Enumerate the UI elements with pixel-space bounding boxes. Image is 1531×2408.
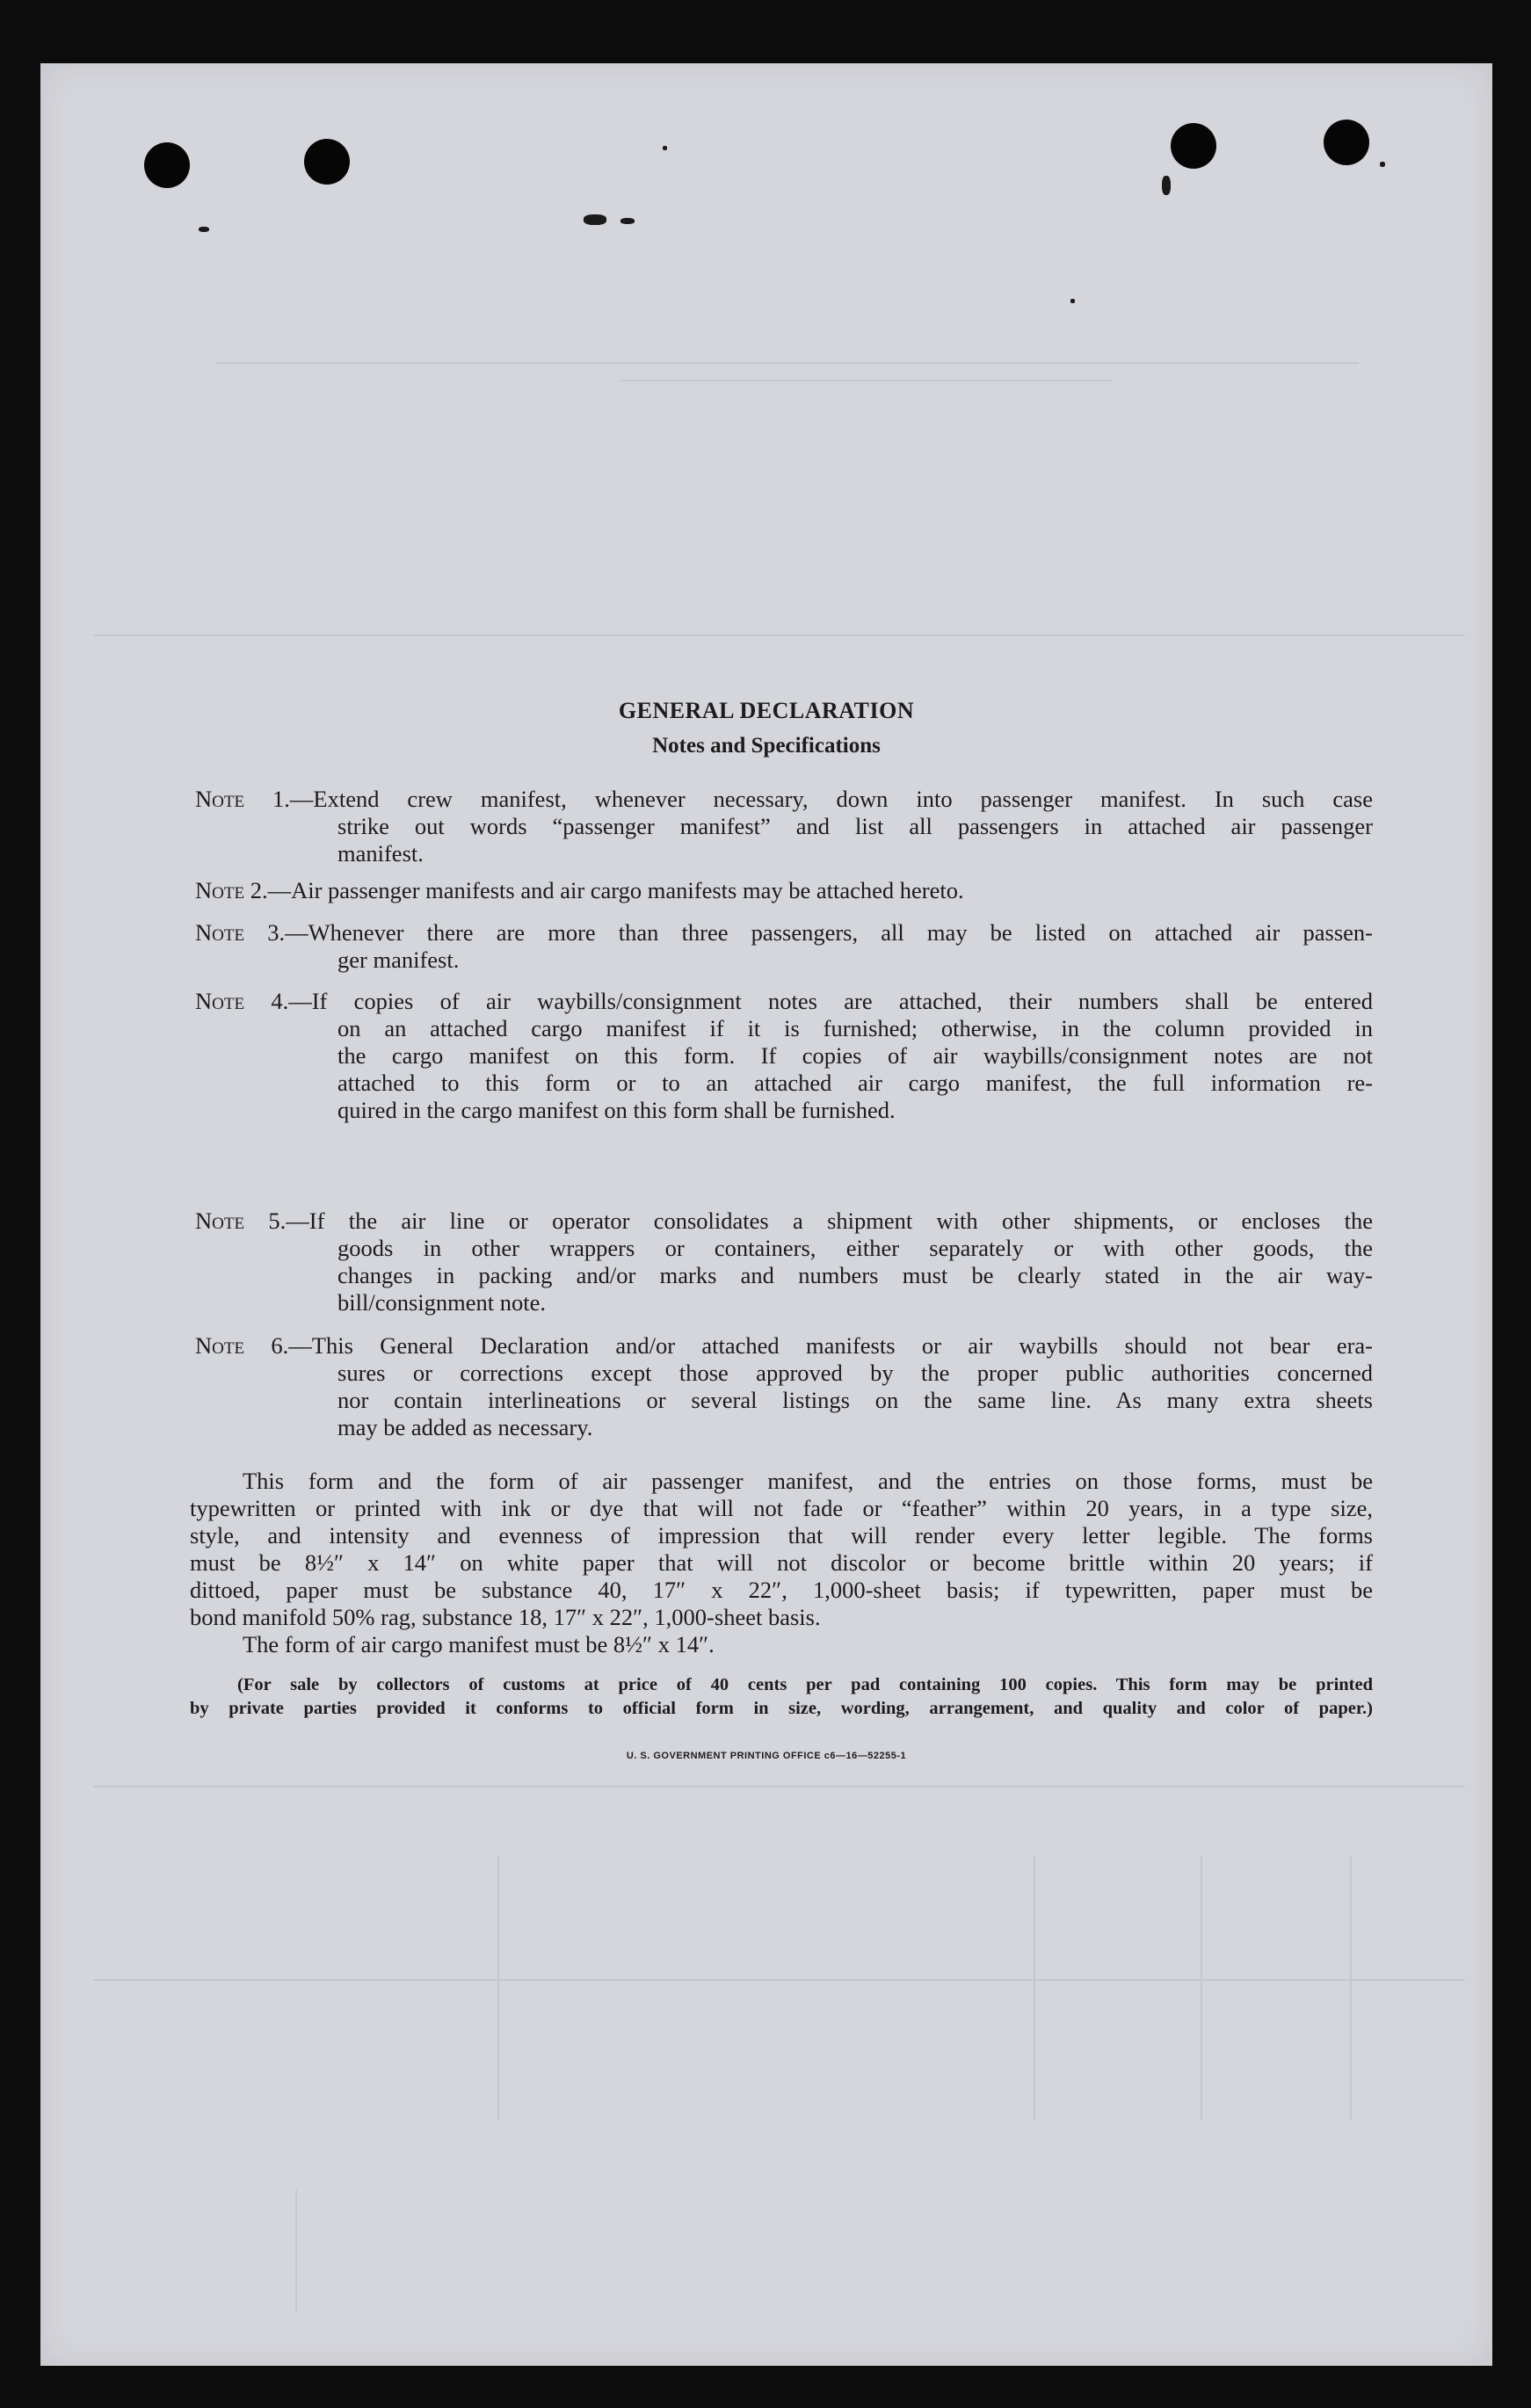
sale-notice (190, 1673, 1373, 1721)
note-label: Note 5. (195, 1208, 287, 1234)
note-line: bill/consignment note. (337, 1289, 546, 1316)
notes-and-specifications (40, 63, 1492, 2366)
document-page (40, 63, 1492, 2366)
note-line: changes in packing and/or marks and numbers must be clearly stated in the air way- (337, 1262, 1373, 1288)
note-line: —This General Declaration and/or attached manifests or air waybills should not bear era- (288, 1332, 1373, 1359)
note-label: Note 3. (195, 919, 286, 946)
note-line: —Extend crew manifest, whenever necessary, down into passenger manifest. In such case (289, 786, 1373, 812)
note-line: goods in other wrappers or containers, either separately or with other goods, the (337, 1235, 1373, 1261)
note-line: attached to this form or to an attached air cargo manifest, the full information re- (337, 1070, 1373, 1096)
note-line: nor contain interlineations or several listings on the same line. As many extra sheets (337, 1387, 1373, 1413)
note-label: Note 1. (195, 786, 290, 812)
page-title: GENERAL DECLARATION (618, 698, 915, 723)
note-line: —Air passenger manifests and air cargo manifests may be attached hereto. (267, 877, 964, 903)
paragraph-line: style, and intensity and evenness of impression that will render every letter legible. The forms (190, 1522, 1373, 1549)
note-line: —If copies of air waybills/consignment notes are attached, their numbers shall be entered (288, 988, 1373, 1014)
note-line: sures or corrections except those approved by the proper public authorities concerned (337, 1360, 1373, 1386)
note-label: Note 2. (195, 877, 268, 903)
note-line: ger manifest. (337, 947, 460, 973)
note-line: quired in the cargo manifest on this form shall be furnished. (337, 1097, 896, 1123)
paragraph-line: dittoed, paper must be substance 40, 17″ x 22″, 1,000-sheet basis; if typewritten, paper must be (190, 1577, 1373, 1603)
note-5 (195, 1208, 1373, 1316)
page-subtitle: Notes and Specifications (652, 734, 881, 758)
note-4 (195, 988, 1373, 1124)
note-label: Note 6. (195, 1332, 289, 1359)
paragraph-line: must be 8½″ x 14″ on white paper that will not discolor or become brittle within 20 years; if (190, 1549, 1373, 1576)
paragraph-line: typewritten or printed with ink or dye that will not fade or “feather” within 20 years, in a type size, (190, 1495, 1373, 1521)
note-3 (195, 919, 1373, 974)
note-line: strike out words “passenger manifest” and list all passengers in attached air passenger (337, 813, 1373, 839)
cargo-manifest-line: The form of air cargo manifest must be 8½″ x 14″. (243, 1631, 715, 1657)
note-line: may be added as necessary. (337, 1414, 593, 1440)
note-line: —Whenever there are more than three passengers, all may be listed on attached air passen- (285, 919, 1373, 946)
sale-line: by private parties provided it conforms to official form in size, wording, arrangement, and quality and color of paper.) (190, 1699, 1373, 1718)
specification-paragraph (190, 1468, 1373, 1658)
paragraph-line: This form and the form of air passenger manifest, and the entries on those forms, must be (243, 1468, 1373, 1494)
sale-line: (For sale by collectors of customs at price of 40 cents per pad containing 100 copies. This form may be printed (237, 1675, 1373, 1694)
note-6 (195, 1332, 1373, 1441)
note-line: the cargo manifest on this form. If copies of air waybills/consignment notes are not (337, 1042, 1373, 1069)
paragraph-line: bond manifold 50% rag, substance 18, 17″ x 22″, 1,000-sheet basis. (190, 1604, 821, 1630)
note-2 (195, 877, 1373, 904)
note-label: Note 4. (195, 988, 289, 1014)
note-line: manifest. (337, 840, 424, 867)
note-1 (195, 786, 1373, 867)
gpo-imprint: U. S. GOVERNMENT PRINTING OFFICE c6—16—52255-1 (626, 1751, 907, 1761)
note-line: on an attached cargo manifest if it is furnished; otherwise, in the column provided in (337, 1015, 1373, 1041)
note-line: —If the air line or operator consolidates a shipment with other shipments, or encloses the (286, 1208, 1373, 1234)
